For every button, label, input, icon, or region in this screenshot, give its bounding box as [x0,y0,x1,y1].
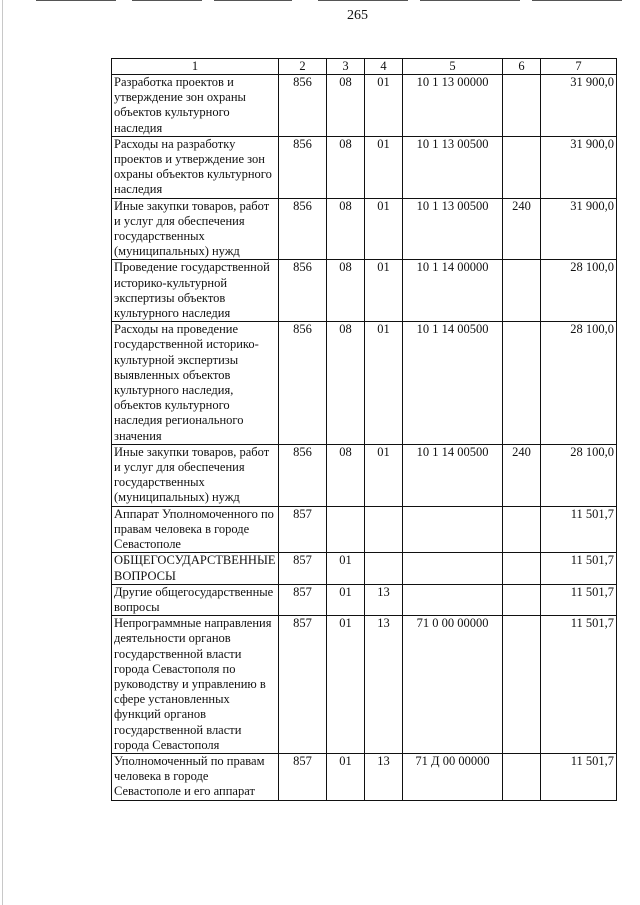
row-vr-cell [503,136,541,198]
row-csr-cell: 10 1 14 00000 [403,260,503,322]
row-rz-cell: 08 [327,260,365,322]
row-csr-cell: 10 1 13 00500 [403,198,503,260]
row-name-cell: Иные закупки товаров, работ и услуг для обеспечения государственных (муниципальных) нужд [112,198,279,260]
header-cell: 7 [541,59,617,75]
row-csr-cell: 10 1 14 00500 [403,444,503,506]
header-cell: 6 [503,59,541,75]
row-pr-cell: 13 [365,616,403,754]
row-name-cell: Аппарат Уполномоченного по правам человека в городе Севастополе [112,506,279,553]
table-row [112,198,617,260]
row-ved-cell: 856 [279,444,327,506]
row-vr-cell [503,553,541,584]
row-vr-cell [503,506,541,553]
row-ved-cell: 857 [279,553,327,584]
page-number: 265 [347,8,368,23]
row-name-cell: Другие общегосударственные вопросы [112,584,279,615]
row-name-cell: Расходы на разработку проектов и утверждение зон охраны объектов культурного наследия [112,136,279,198]
row-pr-cell: 01 [365,198,403,260]
row-rz-cell: 01 [327,616,365,754]
row-ved-cell: 856 [279,75,327,137]
row-rz-cell: 08 [327,136,365,198]
row-sum-cell: 28 100,0 [541,444,617,506]
row-vr-cell [503,75,541,137]
row-sum-cell: 11 501,7 [541,753,617,800]
row-csr-cell: 10 1 13 00000 [403,75,503,137]
row-sum-cell: 28 100,0 [541,260,617,322]
table-row [112,584,617,615]
row-vr-cell [503,584,541,615]
table-row [112,616,617,754]
table-row [112,506,617,553]
row-name-cell: Уполномоченный по правам человека в городе Севастополе и его аппарат [112,753,279,800]
row-ved-cell: 857 [279,616,327,754]
row-vr-cell: 240 [503,198,541,260]
row-sum-cell: 31 900,0 [541,136,617,198]
row-sum-cell: 31 900,0 [541,75,617,137]
row-csr-cell: 71 Д 00 00000 [403,753,503,800]
row-vr-cell [503,260,541,322]
row-pr-cell [365,506,403,553]
table-row [112,260,617,322]
header-row [112,59,617,75]
row-csr-cell: 10 1 13 00500 [403,136,503,198]
table-row [112,444,617,506]
row-ved-cell: 857 [279,584,327,615]
header-cell: 3 [327,59,365,75]
row-rz-cell: 01 [327,553,365,584]
row-pr-cell: 13 [365,753,403,800]
row-sum-cell: 11 501,7 [541,616,617,754]
row-sum-cell: 28 100,0 [541,322,617,445]
row-csr-cell: 10 1 14 00500 [403,322,503,445]
row-csr-cell [403,553,503,584]
header-cell: 5 [403,59,503,75]
row-ved-cell: 857 [279,753,327,800]
row-name-cell: Расходы на проведение государственной историко-культурной экспертизы выявленных объектов культурного наследия, объектов культурного наследия регионального значения [112,322,279,445]
row-name-cell: Разработка проектов и утверждение зон охраны объектов культурного наследия [112,75,279,137]
row-csr-cell [403,506,503,553]
row-name-cell: Иные закупки товаров, работ и услуг для обеспечения государственных (муниципальных) нужд [112,444,279,506]
row-ved-cell: 856 [279,322,327,445]
table-row [112,75,617,137]
row-name-cell: Непрограммные направления деятельности органов государственной власти города Севастополя по руководству и управлению в сфере установленных функций органов государственной власти города Севастополя [112,616,279,754]
row-pr-cell: 01 [365,75,403,137]
header-cell: 2 [279,59,327,75]
row-ved-cell: 856 [279,260,327,322]
row-ved-cell: 856 [279,136,327,198]
row-rz-cell: 08 [327,322,365,445]
header-cell: 4 [365,59,403,75]
table-row [112,553,617,584]
row-rz-cell: 01 [327,753,365,800]
row-pr-cell: 13 [365,584,403,615]
row-rz-cell: 08 [327,444,365,506]
header-cell: 1 [112,59,279,75]
row-sum-cell: 11 501,7 [541,553,617,584]
table-row [112,136,617,198]
table-row [112,322,617,445]
row-rz-cell: 01 [327,584,365,615]
row-vr-cell [503,753,541,800]
row-rz-cell: 08 [327,198,365,260]
row-vr-cell: 240 [503,444,541,506]
row-pr-cell [365,553,403,584]
budget-table [111,58,617,801]
row-sum-cell: 11 501,7 [541,506,617,553]
row-sum-cell: 11 501,7 [541,584,617,615]
row-name-cell: Проведение государственной историко-культурной экспертизы объектов культурного наследия [112,260,279,322]
row-sum-cell: 31 900,0 [541,198,617,260]
row-vr-cell [503,322,541,445]
row-ved-cell: 856 [279,198,327,260]
row-ved-cell: 857 [279,506,327,553]
row-rz-cell: 08 [327,75,365,137]
row-name-cell: ОБЩЕГОСУДАРСТВЕННЫЕ ВОПРОСЫ [112,553,279,584]
row-pr-cell: 01 [365,444,403,506]
row-pr-cell: 01 [365,260,403,322]
row-rz-cell [327,506,365,553]
row-csr-cell: 71 0 00 00000 [403,616,503,754]
row-pr-cell: 01 [365,136,403,198]
row-csr-cell [403,584,503,615]
table-row [112,753,617,800]
row-vr-cell [503,616,541,754]
row-pr-cell: 01 [365,322,403,445]
